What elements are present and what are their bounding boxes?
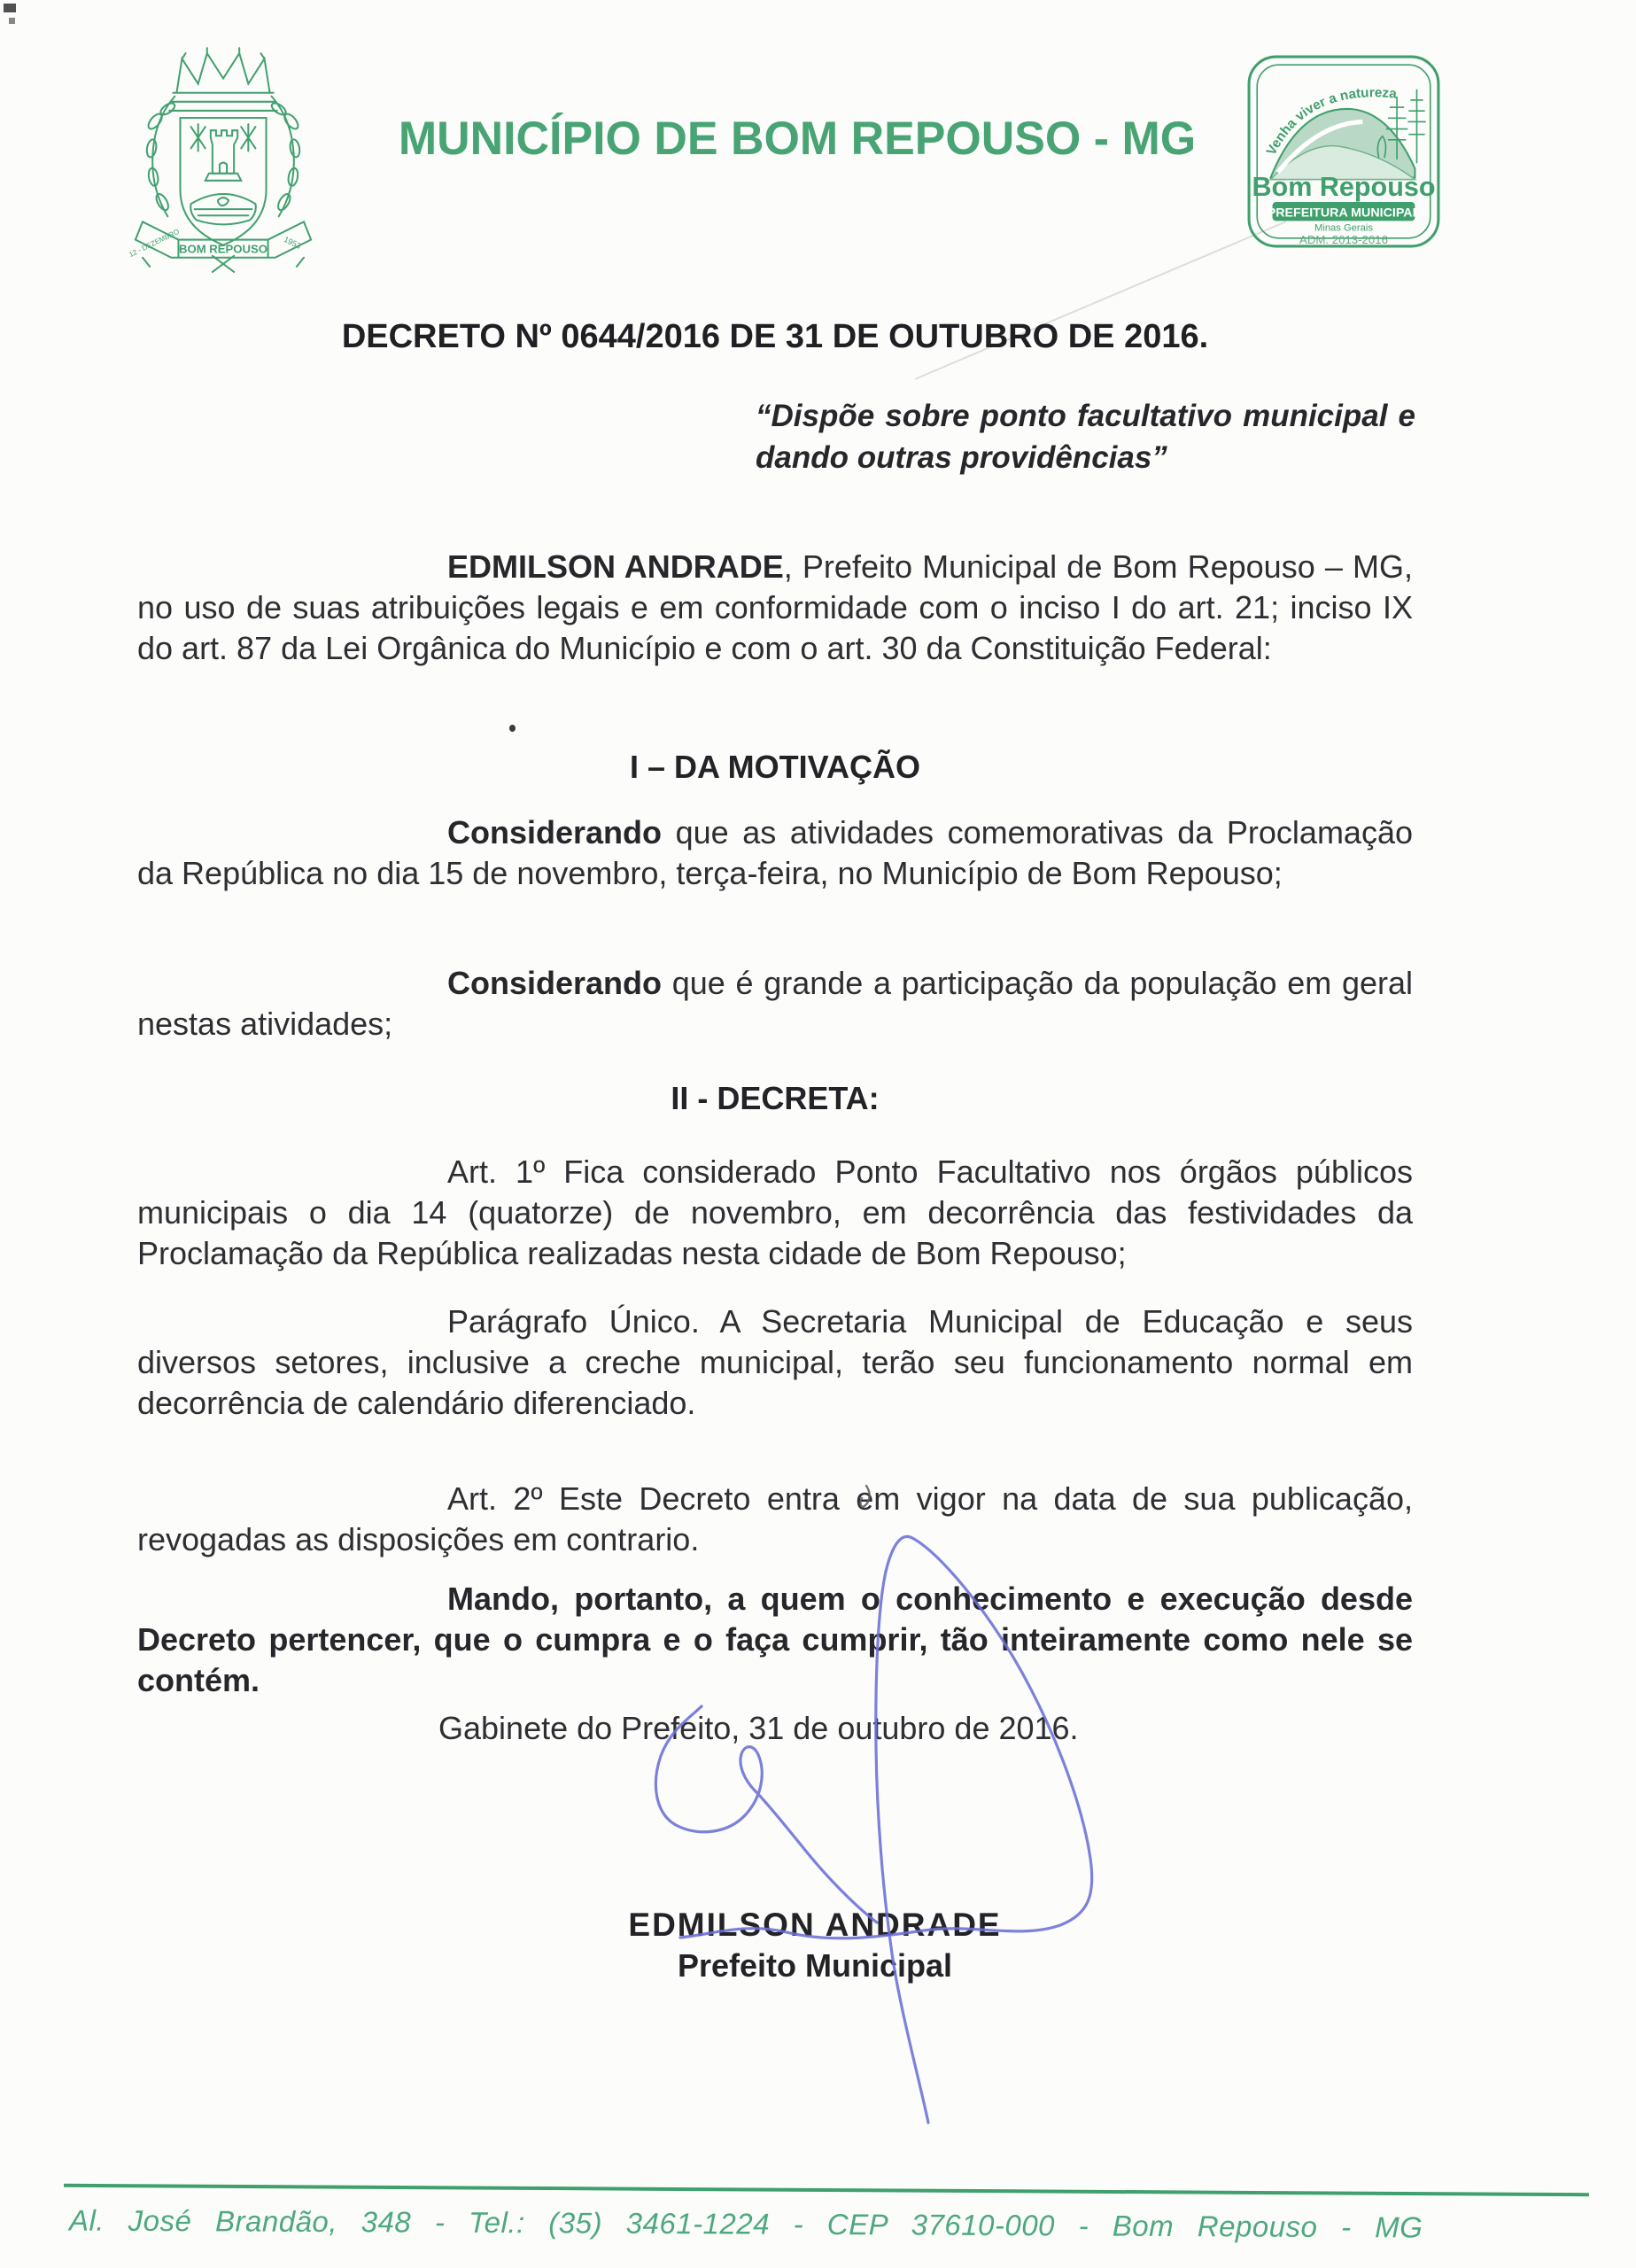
crest-crown (176, 53, 269, 92)
considerando-text: que as atividades comemorativas da Proclamação da República no dia 15 de novembro, terça-feira, no Município de Bom Repouso; (137, 814, 1413, 891)
crest-banner-label: BOM REPOUSO (179, 242, 267, 256)
decree-preamble (137, 547, 1413, 669)
mando-clause: Mando, portanto, a quem o conhecimento e execução desde Decreto pertencer, que o cumpra e o faça cumprir, tão inteiramente como nele se contém. (137, 1581, 1413, 1698)
crest-ribbon-right-label: 1953 (282, 235, 303, 251)
municipal-coat-of-arms (113, 37, 333, 275)
article-2: Art. 2º Este Decreto entra em vigor na data de sua publicação, revogadas as disposições em contrario. (137, 1480, 1413, 1557)
considerando-1 (137, 812, 1413, 894)
signature-name: EDMILSON ANDRADE (628, 1907, 1002, 1943)
article-1: Art. 1º Fica considerado Ponto Facultativo nos órgãos públicos municipais o dia 14 (quatorze) de novembro, em decorrência das festividades da Proclamação da República realizadas nesta cidade de Bom Repouso; (137, 1153, 1413, 1271)
seal-state-label: Minas Gerais (1314, 222, 1373, 234)
considerando-lead: Considerando (447, 965, 663, 1001)
stray-ink-dot (509, 725, 516, 732)
signature-role: Prefeito Municipal (677, 1947, 953, 1984)
section-heading-decreta: II - DECRETA: (671, 1080, 880, 1116)
section-heading-motivacao: I – DA MOTIVAÇÃO (629, 749, 920, 785)
mayor-name-inline: EDMILSON ANDRADE (447, 548, 784, 585)
crest-tower (211, 130, 237, 174)
seal-city-name: Bom Repouso (1252, 171, 1436, 202)
paragrafo-unico: Parágrafo Único. A Secretaria Municipal de Educação e seus diversos setores, inclusive a creche municipal, terão seu funcionamento normal em decorrência de calendário diferenciado. (137, 1303, 1413, 1421)
scan-speck (4, 4, 16, 12)
considerando-2 (137, 963, 1413, 1045)
dateline: Gabinete do Prefeito, 31 de outubro de 2016. (438, 1710, 1079, 1746)
prefeitura-seal (1245, 53, 1442, 250)
seal-motto: Venha viver a natureza (1263, 85, 1398, 159)
considerando-text: que é grande a participação da população em geral nestas atividades; (137, 965, 1413, 1042)
footer-address: Al. José Brandão, 348 - Tel.: (35) 3461-1224 - CEP 37610-000 - Bom Repouso - MG (68, 2203, 1423, 2244)
preamble-text: , Prefeito Municipal de Bom Repouso – MG, no uso de suas atribuições legais e em conformidade com o inciso I do art. 21; inciso IX do art. 87 da Lei Orgânica do Município e com o art. 30 da Constituição Federal: (137, 548, 1413, 666)
scan-speck (9, 18, 15, 24)
seal-banner-label: PREFEITURA MUNICIPAL (1267, 206, 1421, 221)
considerando-lead: Considerando (447, 814, 663, 850)
page-title: MUNICÍPIO DE BOM REPOUSO - MG (398, 113, 1197, 165)
footer-rule (64, 2184, 1589, 2197)
decree-subject-quote: “Dispõe sobre ponto facultativo municipal e dando outras providências” (756, 399, 1415, 475)
seal-admin-label: ADM. 2013-2016 (1299, 232, 1388, 246)
crest-ribbon-left-label: 12 - DEZEMBRO (128, 227, 181, 260)
decree-title: DECRETO Nº 0644/2016 DE 31 DE OUTUBRO DE 2016. (341, 318, 1209, 355)
